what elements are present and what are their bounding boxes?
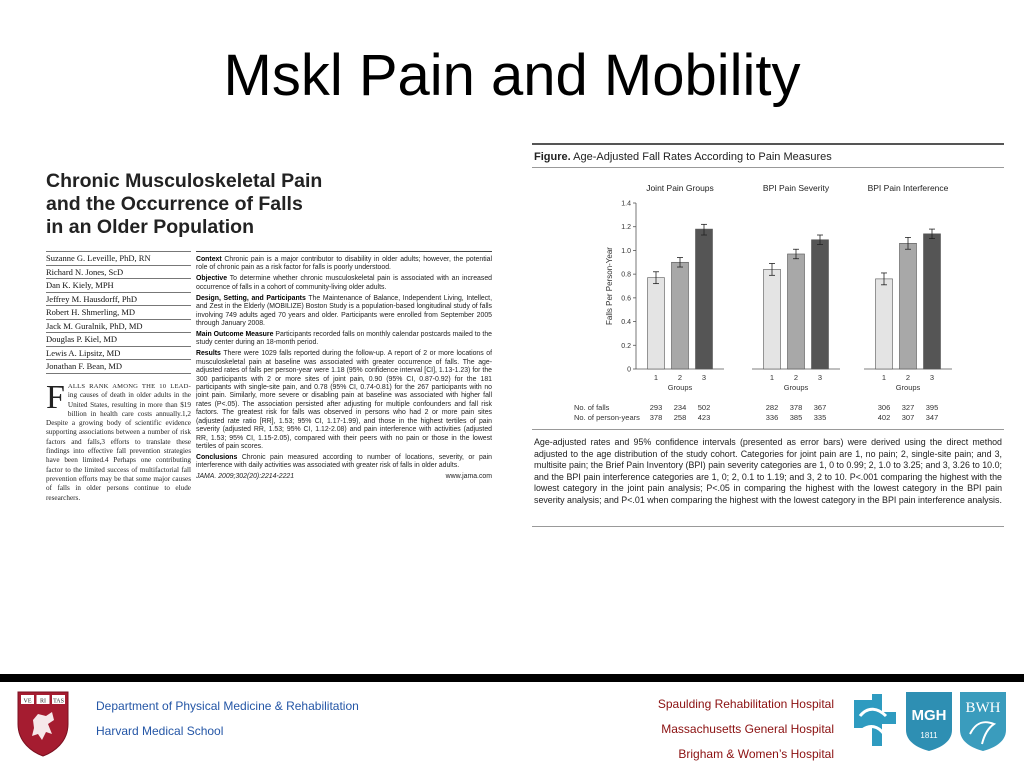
falls-value: 378 <box>789 403 803 412</box>
abstract-context: Chronic pain is a major contributor to disability in older adults; however, the potential role of chronic pain as a risk factor for falls is poorly understood. <box>196 256 492 272</box>
divider <box>532 167 1004 168</box>
mgh-logo-text: MGH <box>911 707 947 724</box>
mgh-logo-year: 1811 <box>920 731 938 740</box>
article-title-line: in an Older Population <box>46 216 255 238</box>
article-title-line: and the Occurrence of Falls <box>46 193 303 215</box>
article-title-line: Chronic Musculoskeletal Pain <box>46 170 323 192</box>
article-intro <box>46 379 191 503</box>
bar <box>924 234 941 369</box>
falls-value: 293 <box>649 403 663 412</box>
falls-value: 395 <box>925 403 939 412</box>
x-tick-label: 3 <box>701 373 707 382</box>
author: Jonathan F. Bean, MD <box>46 360 191 374</box>
hospital-mgh: Massachusetts General Hospital <box>661 722 834 736</box>
x-tick-label: 1 <box>769 373 775 382</box>
x-axis-label: Groups <box>783 383 809 392</box>
falls-value: 282 <box>765 403 779 412</box>
bwh-logo <box>958 690 1008 752</box>
abstract-heading: Results <box>196 350 221 358</box>
x-tick-label: 3 <box>817 373 823 382</box>
bar <box>696 229 713 369</box>
falls-value: 327 <box>901 403 915 412</box>
person-years-value: 378 <box>649 413 663 422</box>
department-name: Department of Physical Medicine & Rehabilitation <box>96 699 359 713</box>
bar <box>648 278 665 369</box>
x-tick-label: 3 <box>929 373 935 382</box>
y-tick-label: 0.4 <box>621 319 631 327</box>
y-tick-label: 0 <box>627 366 631 374</box>
divider <box>532 429 1004 430</box>
journal-url: www.jama.com <box>445 473 492 481</box>
hospital-spaulding: Spaulding Rehabilitation Hospital <box>657 697 834 711</box>
abstract-objective: To determine whether chronic musculoskeletal pain is associated with an increased occurrence of falls in a cohort of community-living older adults. <box>196 275 492 291</box>
group-title: BPI Pain Interference <box>867 183 949 193</box>
falls-value: 367 <box>813 403 827 412</box>
y-axis-label: Falls Per Person-Year <box>605 247 614 325</box>
bar <box>788 254 805 369</box>
person-years-value: 336 <box>765 413 779 422</box>
figure-caption-text: Age-Adjusted Fall Rates According to Pain Measures <box>573 151 832 163</box>
x-axis-label: Groups <box>895 383 921 392</box>
y-tick-label: 0.8 <box>621 271 631 279</box>
shield-text: VE <box>23 698 32 705</box>
bar <box>900 243 917 369</box>
y-tick-label: 0.2 <box>621 342 631 350</box>
bwh-logo-text: BWH <box>965 700 1001 716</box>
author-list <box>46 251 191 374</box>
person-years-value: 402 <box>877 413 891 422</box>
mgh-logo <box>904 690 954 752</box>
figure-note: Age-adjusted rates and 95% confidence intervals (presented as error bars) were derived using the direct method adjusted to the age distribution of the study cohort. Categories for joint pain are 1, no pain; 2, single-site pain; and 3, multisite pain; the Brief Pain Inventory (BPI) pain severity categories are 1, 0 to 0.99; 2, 1.0 to 3.25; and 3, 3.26 to 10.0; and the BPI pain interference categories are 1, 0; 2, 0.1 to 1.19; and 3, 2 to 10. P<.001 comparing the highest with the lowest category in the joint pain analysis; P<.05 in comparing the highest with the lowest category in the BPI pain severity analysis; and P<.01 when comparing the highest with the lowest category in the BPI pain interference analysis. <box>534 437 1002 505</box>
person-years-value: 385 <box>789 413 803 422</box>
slide-title: Mskl Pain and Mobility <box>223 43 801 108</box>
article-excerpt <box>40 160 500 542</box>
abstract-design: The Maintenance of Balance, Independent Living, Intellect, and Zest in the Elderly (MOBILIZE) Boston Study is a population-based longitudinal study of falls involving 749 adults aged 70 years and older. Participants were enrolled from September 2005 through January 2008. <box>196 294 492 328</box>
author: Jeffrey M. Hausdorff, PhD <box>46 293 191 307</box>
author: Lewis A. Lipsitz, MD <box>46 347 191 361</box>
abstract-heading: Main Outcome Measure <box>196 331 274 339</box>
divider <box>532 143 1004 145</box>
x-tick-label: 2 <box>677 373 683 382</box>
footer-bar <box>0 674 1024 682</box>
person-years-value: 258 <box>673 413 687 422</box>
group-title: Joint Pain Groups <box>646 183 714 193</box>
bar <box>672 262 689 369</box>
article-title <box>46 170 466 239</box>
author: Jack M. Guralnik, PhD, MD <box>46 320 191 334</box>
person-years-row-label: No. of person-years <box>574 413 640 422</box>
bar <box>876 279 893 369</box>
person-years-value: 335 <box>813 413 827 422</box>
author: Suzanne G. Leveille, PhD, RN <box>46 251 191 266</box>
abstract-heading: Conclusions <box>196 453 238 461</box>
fall-rate-bar-chart <box>532 169 1004 427</box>
intro-lead: ALLS RANK AMONG THE 10 LEAD- <box>67 383 191 390</box>
figure-panel <box>532 143 1004 528</box>
abstract-heading: Design, Setting, and Participants <box>196 294 306 302</box>
shield-text: RI <box>40 698 46 705</box>
y-tick-label: 1.0 <box>621 247 631 255</box>
falls-value: 234 <box>673 403 687 412</box>
divider <box>532 526 1004 527</box>
shield-text: TAS <box>53 698 64 705</box>
abstract-heading: Objective <box>196 275 228 283</box>
intro-text: ing causes of death in older adults in the United States, resulting in more than $19 billion in health care costs annually.1,2 Despite a growing body of scientific evidence supporting associations between a number of risk factors and falls,3 efforts to translate these findings into effective fall prevention strategies have been limited.4 Perhaps one contributing factor to the limited success of multifactorial fall prevention efforts may be that some major causes of falls in older persons continue to elude researchers. <box>46 391 191 502</box>
author: Douglas P. Kiel, MD <box>46 333 191 347</box>
citation-row <box>196 473 492 481</box>
figure-caption <box>534 151 832 163</box>
falls-row-label: No. of falls <box>574 403 610 412</box>
group-title: BPI Pain Severity <box>762 183 830 193</box>
author: Robert H. Shmerling, MD <box>46 306 191 320</box>
x-tick-label: 2 <box>793 373 799 382</box>
bar <box>812 240 829 369</box>
person-years-value: 423 <box>697 413 711 422</box>
person-years-value: 347 <box>925 413 939 422</box>
x-axis-label: Groups <box>667 383 693 392</box>
abstract-results: There were 1029 falls reported during the follow-up. A report of 2 or more locations of musculoskeletal pain at baseline was associated with greater occurrence of falls. The age-adjusted rates of falls per person-year were 1.18 (95% confidence interval [CI], 1.13-1.23) for the 300 participants with 2 or more sites of joint pain, 0.90 (95% CI, 0.87-0.92) for the 181 participants with single-site pain, and 0.78 (95% CI, 0.74-0.81) for the 267 participants with no joint pain. Similarly, more severe or disabling pain at baseline was associated with higher fall rates (P<.05). The association persisted after adjusting for multiple confounders and fall risk factors. The greatest risk for falls was observed in persons who had 2 or more pain sites (adjusted rate ratio [RR], 1.53; 95% CI, 1.17-1.99), and those in the highest tertiles of pain severity (adjusted RR, 1.53; 95% CI, 1.12-2.08) and pain interference with activities (adjusted RR, 1.53; 95% CI, 1.15-2.05), compared with their peers with no pain or those in the lowest tertiles of pain scores. <box>196 350 492 450</box>
figure-caption-head: Figure. <box>534 151 571 163</box>
harvard-shield-logo <box>16 690 70 758</box>
spaulding-logo <box>848 690 902 752</box>
y-tick-label: 1.4 <box>621 200 631 208</box>
x-tick-label: 1 <box>881 373 887 382</box>
falls-value: 502 <box>697 403 711 412</box>
falls-value: 306 <box>877 403 891 412</box>
abstract <box>196 251 492 542</box>
x-tick-label: 1 <box>653 373 659 382</box>
person-years-value: 307 <box>901 413 915 422</box>
author: Richard N. Jones, ScD <box>46 266 191 280</box>
author: Dan K. Kiely, MPH <box>46 279 191 293</box>
citation: JAMA. 2009;302(20):2214-2221 <box>196 473 295 481</box>
hospital-bwh: Brigham & Women’s Hospital <box>678 747 834 761</box>
bar <box>764 269 781 369</box>
school-name: Harvard Medical School <box>96 724 224 738</box>
x-tick-label: 2 <box>905 373 911 382</box>
y-tick-label: 1.2 <box>621 224 631 232</box>
abstract-heading: Context <box>196 256 222 263</box>
y-tick-label: 0.6 <box>621 295 631 303</box>
abstract-conclusions: Chronic pain measured according to number of locations, severity, or pain interference with daily activities was associated with greater risk of falls in older adults. <box>196 453 492 470</box>
drop-cap: F <box>46 379 65 416</box>
abstract-outcome: Participants recorded falls on monthly calendar postcards mailed to the study center during an 18-month period. <box>196 331 492 347</box>
